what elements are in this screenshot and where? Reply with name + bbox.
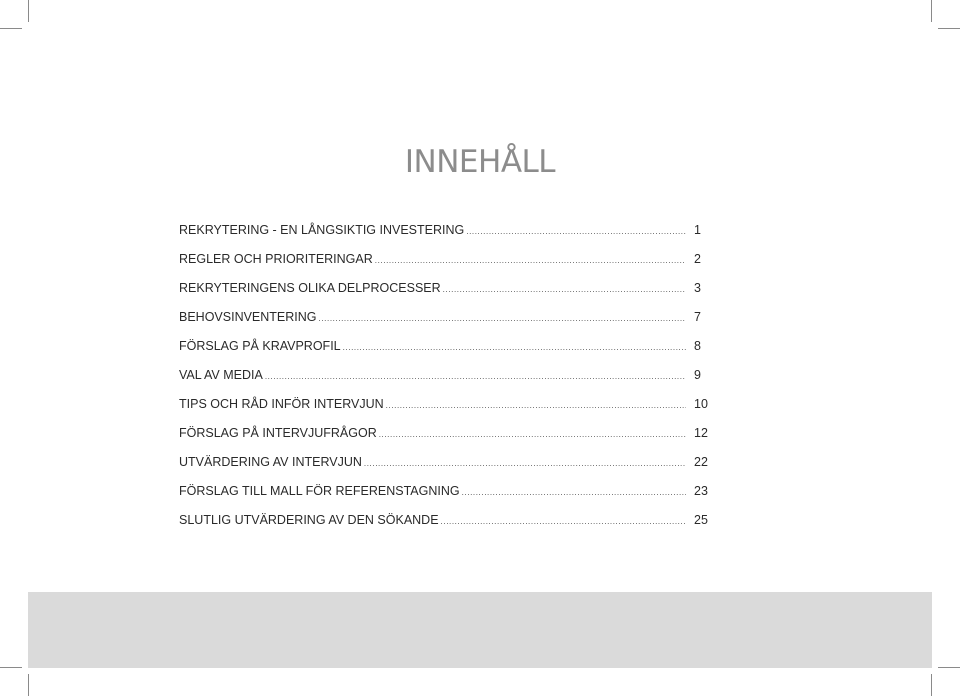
toc-entry[interactable] [179, 453, 720, 482]
crop-mark-top-left-h [0, 28, 22, 29]
toc-entry[interactable] [179, 221, 720, 250]
toc-entry-label: REKRYTERINGENS OLIKA DELPROCESSER [179, 281, 441, 295]
toc-entry-label: REKRYTERING - EN LÅNGSIKTIG INVESTERING [179, 223, 465, 237]
toc-entry-page: 8 [694, 339, 701, 353]
toc-entry-page: 25 [694, 513, 708, 527]
crop-mark-top-right [931, 0, 932, 22]
toc-entry-label: SLUTLIG UTVÄRDERING AV DEN SÖKANDE [179, 513, 439, 527]
toc-entry[interactable] [179, 511, 720, 540]
toc-entry-label: FÖRSLAG PÅ KRAVPROFIL [179, 339, 341, 353]
toc-dot-leader [375, 252, 686, 270]
toc-dot-leader [265, 368, 686, 386]
toc-entry-page: 9 [694, 368, 701, 382]
toc-entry-page: 12 [694, 426, 708, 440]
toc-entry[interactable] [179, 279, 720, 308]
toc-entry-label: UTVÄRDERING AV INTERVJUN [179, 455, 362, 469]
footer-band [28, 592, 932, 668]
toc-entry[interactable] [179, 395, 720, 424]
toc-dot-leader [343, 339, 686, 357]
toc-entry[interactable] [179, 308, 720, 337]
toc-entry-label: FÖRSLAG TILL MALL FÖR REFERENSTAGNING [179, 484, 460, 498]
toc-dot-leader [386, 397, 686, 415]
crop-mark-top-right-h [938, 28, 960, 29]
toc-entry-page: 22 [694, 455, 708, 469]
toc-entry-label: FÖRSLAG PÅ INTERVJUFRÅGOR [179, 426, 377, 440]
toc-entry[interactable] [179, 337, 720, 366]
toc-dot-leader [364, 455, 686, 473]
toc-entry-page: 23 [694, 484, 708, 498]
toc-entry[interactable] [179, 366, 720, 395]
crop-mark-top-left [28, 0, 29, 22]
toc-entry-label: VAL AV MEDIA [179, 368, 263, 382]
toc-dot-leader [319, 310, 686, 328]
toc-entry-page: 2 [694, 252, 701, 266]
table-of-contents [179, 221, 720, 540]
toc-entry-page: 7 [694, 310, 701, 324]
toc-dot-leader [441, 513, 686, 531]
toc-entry-label: BEHOVSINVENTERING [179, 310, 317, 324]
toc-dot-leader [462, 484, 686, 502]
toc-dot-leader [466, 223, 686, 241]
toc-entry-page: 1 [694, 223, 701, 237]
crop-mark-bottom-right-h [938, 667, 960, 668]
toc-entry-page: 10 [694, 397, 708, 411]
toc-entry-page: 3 [694, 281, 701, 295]
toc-entry[interactable] [179, 250, 720, 279]
crop-mark-bottom-right [931, 674, 932, 696]
toc-entry-label: REGLER OCH PRIORITERINGAR [179, 252, 373, 266]
page-title: INNEHÅLL [404, 144, 556, 180]
toc-entry-label: TIPS OCH RÅD INFÖR INTERVJUN [179, 397, 384, 411]
crop-mark-bottom-left [28, 674, 29, 696]
toc-dot-leader [443, 281, 686, 299]
toc-entry[interactable] [179, 482, 720, 511]
crop-mark-bottom-left-h [0, 667, 22, 668]
toc-entry[interactable] [179, 424, 720, 453]
toc-dot-leader [379, 426, 686, 444]
